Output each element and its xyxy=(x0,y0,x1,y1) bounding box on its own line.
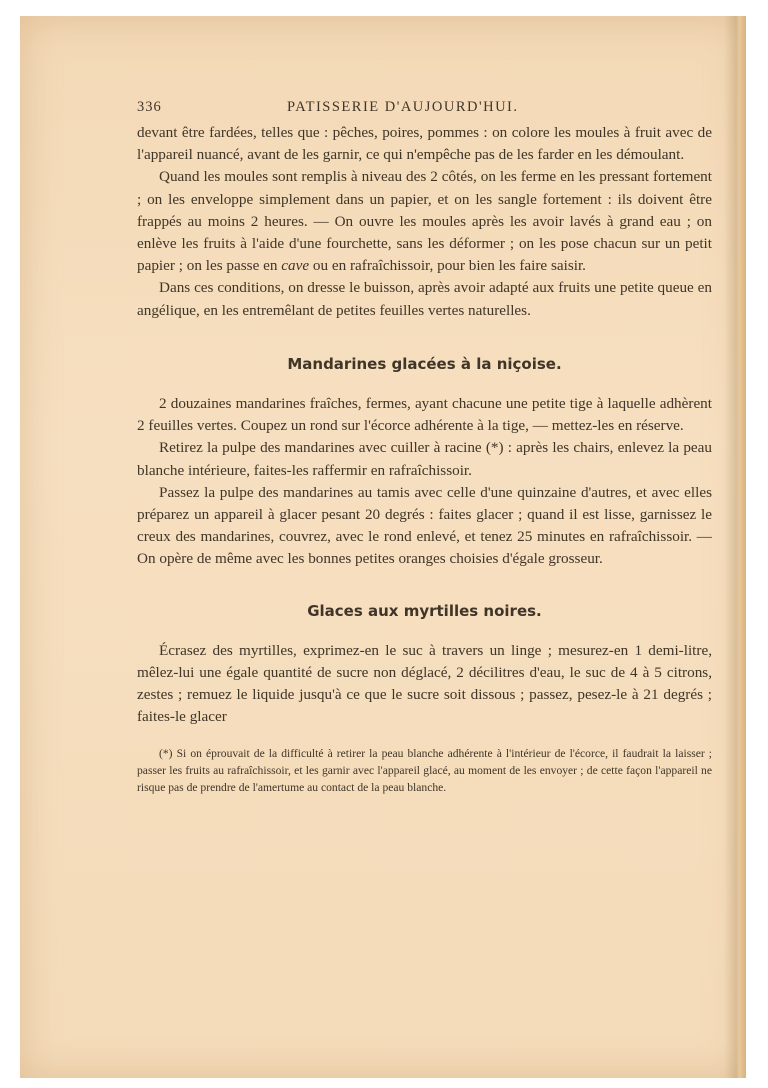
paragraph-moulds-italic: cave xyxy=(281,257,310,275)
paragraph-moulds-text-a: Quand les moules sont remplis à niveau des 2 côtés, on les ferme en les pressant fortement ; on les enveloppe simplement dans un papier, et on les sangle fortement : ils doivent être frappés au moins 2 heures. — On ouvre les moules après les avoir lavés à grand eau ; on enlève les fruits à l'aide d'une fourchette, sans les déformer ; on les pose chacun sur un petit papier ; on les passe en xyxy=(137,168,712,275)
paragraph-moulds-text-b: ou en rafraîchissoir, pour bien les faire saisir. xyxy=(309,257,586,275)
page-number: 336 xyxy=(137,99,162,115)
paragraph-buisson: Dans ces conditions, on dresse le buisson, après avoir adapté aux fruits une petite queue en angélique, en les entremêlant de petites feuilles vertes naturelles. xyxy=(137,279,712,319)
footnote-text: Si on éprouvait de la difficulté à retirer la peau blanche adhérente à l'intérieur de l'écorce, il faudrait la laisser ; passer les fruits au rafraîchissoir, et les garnir avec l'appareil glacé, au moment de les envoyer ; de cette façon l'appareil ne risque pas de prendre de l'amertume au contact de la peau blanche. xyxy=(137,746,712,794)
paragraph-moulds xyxy=(137,166,712,277)
book-page xyxy=(20,16,746,1078)
text-block xyxy=(137,92,712,796)
section-title-mandarines: Mandarines glacées à la niçoise. xyxy=(287,354,562,373)
paragraph-mandarines-2: Retirez la pulpe des mandarines avec cuiller à racine (*) : après les chairs, enlevez la peau blanche intérieure, faites-les raffermir en rafraîchissoir. xyxy=(137,439,712,479)
paragraph-myrtilles-1: Écrasez des myrtilles, exprimez-en le suc à travers un linge ; mesurez-en 1 demi-litre, mêlez-lui une égale quantité de sucre non déglacé, 2 décilitres d'eau, le suc de 4 à 5 citrons, zestes ; remuez le liquide jusqu'à ce que le sucre soit dissous ; passez, pesez-le à 21 degrés ; faites-le glacer xyxy=(137,641,712,726)
paragraph-mandarines-1: 2 douzaines mandarines fraîches, fermes, ayant chacune une petite tige à laquelle adhèrent 2 feuilles vertes. Coupez un rond sur l'écorce adhérente à la tige, — mettez-les en réserve. xyxy=(137,395,712,435)
page-edge xyxy=(724,16,746,1078)
paragraph-continuation: devant être fardées, telles que : pêches, poires, pommes : on colore les moules à fruit avec de l'appareil nuancé, avant de les garnir, ce qui n'empêche pas de les farder en les démoulant. xyxy=(137,124,712,164)
section-title-myrtilles: Glaces aux myrtilles noires. xyxy=(307,601,542,620)
page-header xyxy=(137,92,712,122)
footnote-marker: (*) xyxy=(159,746,173,760)
running-title: PATISSERIE D'AUJOURD'HUI. xyxy=(287,99,519,115)
footnote xyxy=(137,745,712,796)
paragraph-mandarines-3: Passez la pulpe des mandarines au tamis avec celle d'une quinzaine d'autres, et avec elles préparez un appareil à glacer pesant 20 degrés : faites glacer ; quand il est lisse, garnissez le creux des mandarines, couvrez, avec le rond enlevé, et tenez 25 minutes en rafraîchissoir. — On opère de même avec les bonnes petites oranges choisies d'égale grosseur. xyxy=(137,483,712,568)
